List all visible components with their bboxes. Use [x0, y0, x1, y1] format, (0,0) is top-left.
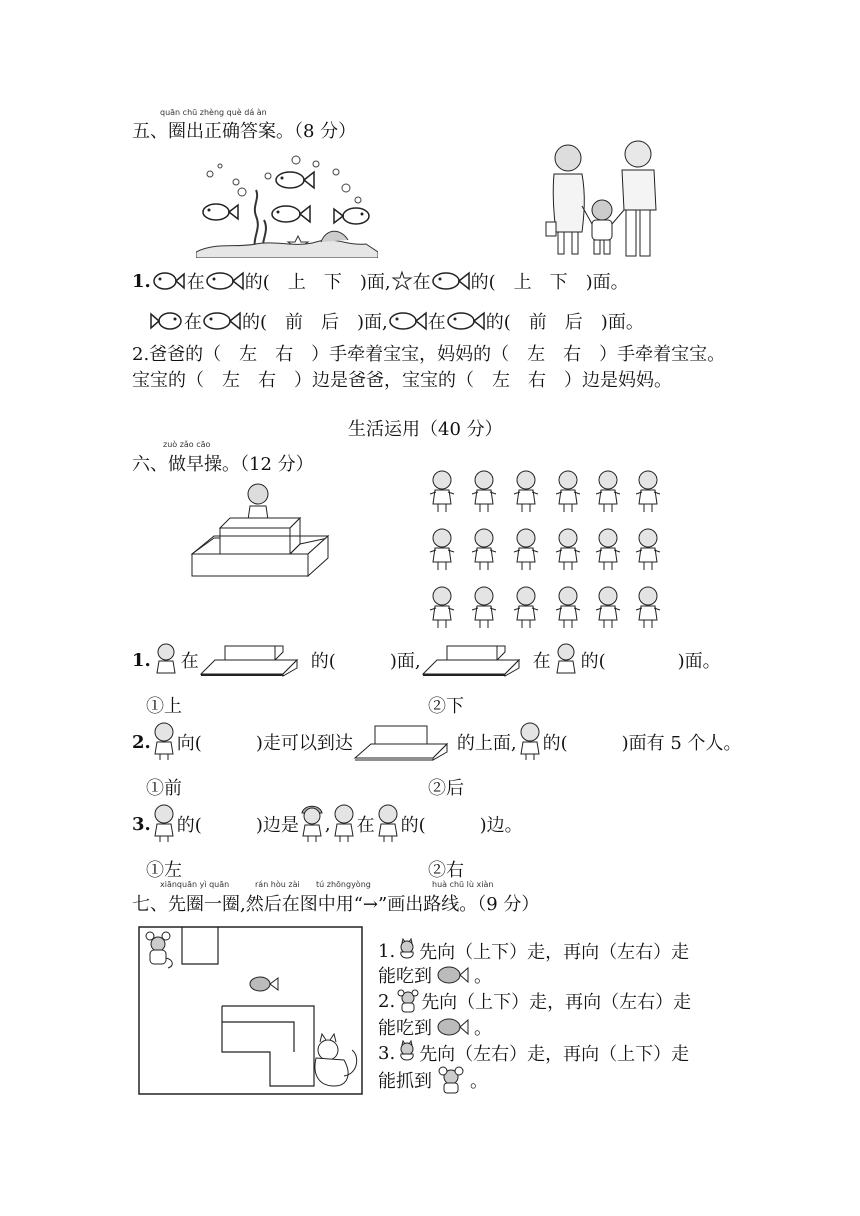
section6-pinyin: zuò zǎo cāo	[163, 440, 211, 449]
text-segment: 在	[412, 272, 431, 293]
text-segment: 先向（左右）走，再向（上下）走	[419, 1044, 690, 1065]
s7-q3-line2	[378, 1066, 488, 1094]
question-number: 3.	[132, 813, 151, 835]
fish-small-icon	[151, 270, 187, 292]
s7-q1-line2	[378, 962, 492, 988]
aquarium-illustration	[196, 152, 378, 258]
girl-icon	[151, 643, 181, 677]
fish-right-icon	[388, 310, 428, 332]
text-segment: 先向（上下）走，再向（左右）走	[421, 992, 692, 1013]
s7-q1-line1	[378, 938, 689, 964]
boy-icon	[375, 804, 401, 844]
s6-q2-opt2: ②后	[428, 778, 464, 799]
question-number: 2.	[132, 731, 151, 753]
question-number: 1.	[132, 649, 151, 671]
text-segment: 的( )面,	[310, 651, 421, 672]
text-segment: 在	[532, 651, 551, 672]
text-segment: 的( 上 下 )面。	[470, 272, 629, 293]
kids-grid-illustration	[428, 470, 668, 636]
girl-icon	[551, 643, 581, 677]
text-segment: ,	[324, 813, 331, 835]
question-number: 1.	[378, 940, 396, 962]
text-segment: 先向（上下）走，再向（左右）走	[419, 942, 690, 963]
section7-pinyin-c: tú zhōngyòng	[316, 880, 371, 889]
hat-kid-icon	[299, 804, 325, 844]
text-segment: 。	[474, 966, 492, 987]
section7-pinyin-d: huà chū lù xiàn	[432, 880, 494, 889]
section7-pinyin-a: xiānquān yì quān	[160, 880, 230, 889]
fish-left-icon	[148, 310, 184, 332]
s6-q3-opt1: ①左	[146, 860, 182, 881]
section7-pinyin-b: rán hòu zài	[255, 880, 300, 889]
fish-big-icon	[205, 270, 245, 292]
stage-illustration	[190, 480, 332, 580]
text-segment: 的( 前 后 )面。	[485, 312, 644, 333]
text-segment: 在	[427, 312, 446, 333]
text-segment: 的( 前 后 )面,	[242, 312, 388, 333]
text-segment: 在	[186, 272, 205, 293]
fish-big-icon	[446, 310, 486, 332]
text-segment: 的上面,	[456, 733, 517, 754]
fish-big-icon	[431, 270, 471, 292]
maze-illustration	[138, 926, 364, 1096]
stage-icon	[353, 722, 457, 762]
boy-icon	[151, 804, 177, 844]
s6-q1	[132, 642, 721, 678]
text-segment: 在	[180, 651, 199, 672]
question-number: 2.	[378, 990, 396, 1012]
fish-big-icon	[202, 310, 242, 332]
section7-heading: 七、先圈一圈,然后在图中用“→”画出路线。（9 分）	[132, 894, 540, 915]
section5-pinyin: quān chū zhèng què dá àn	[160, 108, 267, 117]
boy-icon	[151, 722, 177, 762]
starfish-icon	[391, 270, 413, 292]
cat-icon	[395, 1040, 419, 1066]
s6-q2-opt1: ①前	[146, 778, 182, 799]
text-segment: 能抓到	[378, 1071, 432, 1092]
text-segment: 的( )边。	[400, 815, 523, 836]
question-number: 3.	[378, 1042, 396, 1064]
s6-q3-opt2: ②右	[428, 860, 464, 881]
text-segment: 的( )面。	[580, 651, 721, 672]
text-segment: 的( 上 下 )面,	[244, 272, 391, 293]
text-segment: 。	[474, 1018, 492, 1039]
s5-q2-line2: 宝宝的（ 左 右 ）边是爸爸，宝宝的（ 左 右 ）边是妈妈。	[132, 370, 672, 391]
life-section-title: 生活运用（40 分）	[348, 419, 503, 440]
fish-icon	[436, 1016, 470, 1038]
boy-icon	[517, 722, 543, 762]
mouse-icon	[436, 1066, 466, 1094]
text-segment: 在	[184, 312, 202, 333]
s5-q2-line1: 2.爸爸的（ 左 右 ）手牵着宝宝，妈妈的（ 左 右 ）手牵着宝宝。	[132, 344, 726, 365]
text-segment: 的( )面有 5 个人。	[542, 733, 742, 754]
text-segment: 向( )走可以到达	[176, 733, 353, 754]
text-segment: 。	[470, 1071, 488, 1092]
s6-q2	[132, 722, 742, 762]
text-segment: 能吃到	[378, 966, 432, 987]
text-segment: 能吃到	[378, 1018, 432, 1039]
section5-heading: 五、圈出正确答案。（8 分）	[132, 121, 357, 142]
s6-q1-opt1: ①上	[146, 696, 182, 717]
fish-icon	[436, 964, 470, 986]
s7-q2-line1	[378, 988, 691, 1014]
s5-q1-line2	[148, 308, 644, 334]
s7-q2-line2	[378, 1014, 492, 1040]
s6-q1-opt2: ②下	[428, 696, 464, 717]
stage-icon	[421, 642, 533, 678]
kid-icon	[331, 804, 357, 844]
cat-icon	[395, 938, 419, 964]
text-segment: 的( )边是	[176, 815, 299, 836]
question-number: 1.	[132, 270, 151, 292]
text-segment: 在	[356, 815, 375, 836]
family-illustration	[544, 136, 664, 260]
section6-heading: 六、做早操。（12 分）	[132, 454, 314, 475]
s5-q1-line1	[132, 268, 629, 294]
s7-q3-line1	[378, 1040, 689, 1066]
s6-q3	[132, 804, 523, 844]
mouse-icon	[395, 988, 421, 1014]
stage-icon	[199, 642, 311, 678]
